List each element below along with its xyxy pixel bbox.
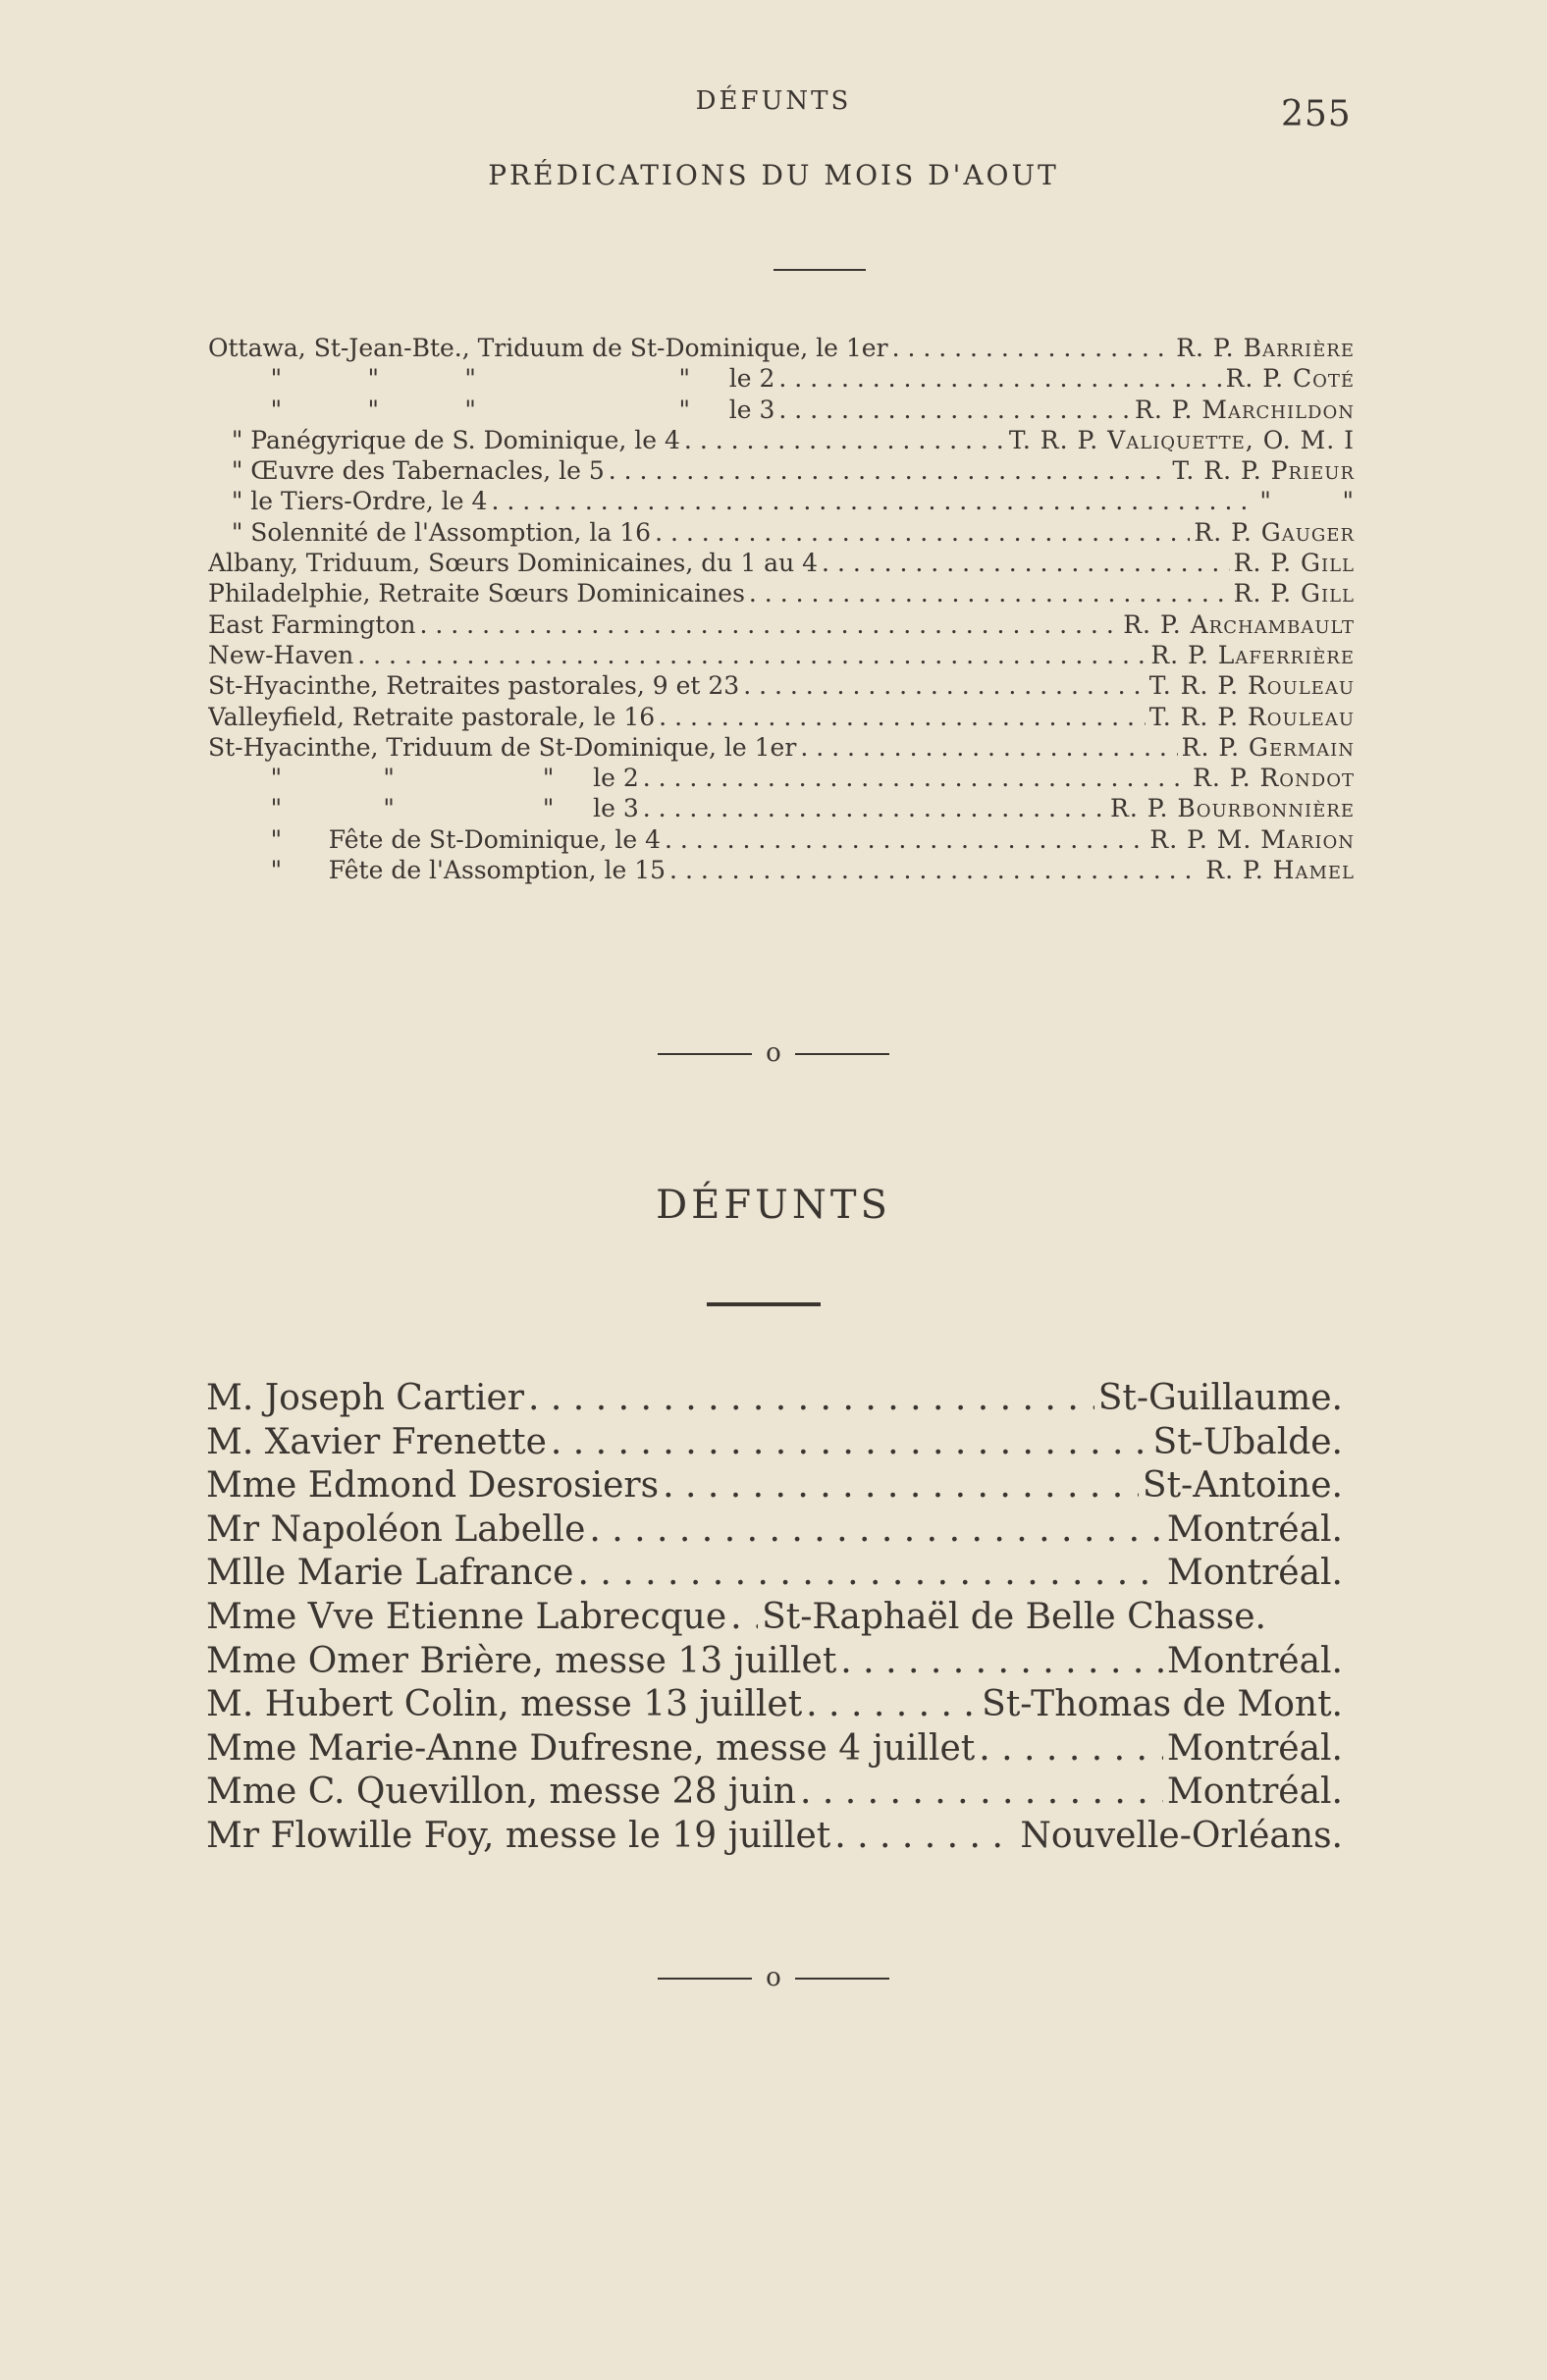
list-item [206,1509,1343,1554]
entry-place: Valleyfield, Retraite pastorale, le 16 [208,702,656,731]
list-item [208,396,1355,426]
deceased-name: M. Xavier Frenette [206,1421,547,1462]
entry-place: Philadelphie, Retraite Sœurs Dominicaines [208,579,745,608]
separator-symbol: o [766,1963,781,1992]
deceased-parish: St-Antoine. [1142,1465,1343,1507]
entry-place: " " " " le 3 [208,395,775,424]
deceased-parish: St-Guillaume. [1097,1378,1343,1418]
entry-preacher: T. R. P. Rouleau [1148,671,1355,701]
deceased-parish: Montréal. [1166,1772,1343,1813]
list-item [208,579,1355,609]
entry-preacher: R. P. Laferrière [1150,640,1355,669]
deceased-parish: Montréal. [1166,1640,1343,1681]
list-item [208,825,1355,856]
entry-preacher: R. P. Gauger [1194,517,1355,547]
deceased-parish: St-Thomas de Mont. [982,1684,1343,1725]
entry-preacher: R. P. Barrière [1176,334,1355,362]
entry-place: " " " le 2 [208,764,639,793]
entry-place: " Œuvre des Tabernacles, le 5 [208,456,605,486]
deceased-name: Mr Napoléon Labelle [206,1508,586,1550]
entry-place: " Panégyrique de S. Dominique, le 4 [208,425,680,454]
entry-preacher: R. P. Marchildon [1135,395,1355,424]
entry-place: " Solennité de l'Assomption, la 16 [208,517,652,547]
entry-place: Albany, Triduum, Sœurs Dominicaines, du 1 au 4 [208,549,819,578]
list-item [208,426,1355,456]
entry-place: " le Tiers-Ordre, le 4 [208,487,488,516]
entry-preacher: " " [1259,487,1355,516]
list-item [206,1465,1343,1509]
entry-place: " Fête de St-Dominique, le 4 [208,824,662,854]
deceased-parish: Montréal. [1166,1508,1343,1550]
list-item [206,1816,1343,1860]
deceased-name: Mme Marie-Anne Dufresne, messe 4 juillet [206,1727,976,1769]
deceased-parish: St-Ubalde. [1152,1421,1343,1462]
list-item [206,1597,1343,1641]
entry-place: " Fête de l'Assomption, le 15 [208,856,667,885]
entry-preacher: R. P. M. Marion [1149,824,1355,854]
list-item [208,733,1355,764]
entry-preacher: R. P. Gill [1233,579,1355,608]
entry-preacher: R. P. Rondot [1193,764,1355,793]
entry-preacher: R. P. Gill [1233,549,1355,578]
entry-place: East Farmington [208,609,416,639]
list-item [206,1378,1343,1422]
deceased-name: Mme C. Quevillon, messe 28 juin [206,1772,796,1813]
entry-preacher: R. P. Germain [1181,732,1355,762]
entry-preacher: T. R. P. Rouleau [1148,702,1355,731]
entry-place: " " " le 3 [208,794,639,823]
page-number: 255 [1281,94,1352,134]
entry-preacher: R. P. Archambault [1123,609,1355,639]
entry-place: St-Hyacinthe, Retraites pastorales, 9 et 23 [208,671,740,701]
deceased-name: Mme Vve Etienne Labrecque [206,1596,727,1637]
list-item [208,764,1355,794]
entry-preacher: T. R. P. Prieur [1172,456,1355,486]
predications-list [208,334,1355,886]
list-item [206,1641,1343,1685]
list-item [208,703,1355,733]
deceased-parish: Nouvelle-Orléans. [1020,1815,1343,1856]
deceased-name: Mme Omer Brière, messe 13 juillet [206,1640,837,1681]
section-separator [0,1038,1547,1068]
entry-preacher: T. R. P. Valiquette, O. M. I [1008,425,1355,454]
list-item [208,518,1355,549]
deceased-name: Mme Edmond Desrosiers [206,1465,660,1507]
defunts-title: DÉFUNTS [656,1183,891,1228]
entry-preacher: R. P. Hamel [1205,856,1355,885]
list-item [208,334,1355,364]
predications-title: PRÉDICATIONS DU MOIS D'AOUT [488,159,1059,191]
entry-preacher: R. P. Coté [1225,364,1355,394]
entry-place: New-Haven [208,640,354,669]
list-item [208,456,1355,487]
deceased-name: M. Hubert Colin, messe 13 juillet [206,1684,803,1725]
list-item [208,856,1355,886]
list-item [208,487,1355,517]
deceased-parish: Montréal. [1166,1727,1343,1769]
deceased-parish: St-Raphaël de Belle Chasse. [762,1596,1267,1637]
deceased-name: M. Joseph Cartier [206,1378,525,1418]
list-item [206,1422,1343,1466]
list-item [208,671,1355,702]
entry-place: " " " " le 2 [208,364,775,394]
list-item [206,1684,1343,1728]
entry-preacher: R. P. Bourbonnière [1110,794,1355,823]
running-head: DÉFUNTS [695,86,852,116]
title-rule [774,269,866,271]
deceased-name: Mr Flowille Foy, messe le 19 juillet [206,1815,831,1856]
defunts-list [206,1378,1343,1860]
list-item [206,1553,1343,1597]
list-item [208,794,1355,824]
list-item [206,1772,1343,1816]
list-item [206,1728,1343,1772]
deceased-name: Mlle Marie Lafrance [206,1553,574,1594]
deceased-parish: Montréal. [1166,1553,1343,1594]
entry-place: Ottawa, St-Jean-Bte., Triduum de St-Dominique, le 1er [208,334,888,362]
title-rule [707,1302,821,1306]
list-item [208,549,1355,579]
list-item [208,641,1355,671]
separator-symbol: o [766,1038,781,1068]
entry-place: St-Hyacinthe, Triduum de St-Dominique, le 1er [208,732,797,762]
list-item [208,364,1355,395]
list-item [208,610,1355,641]
section-separator [0,1963,1547,1992]
